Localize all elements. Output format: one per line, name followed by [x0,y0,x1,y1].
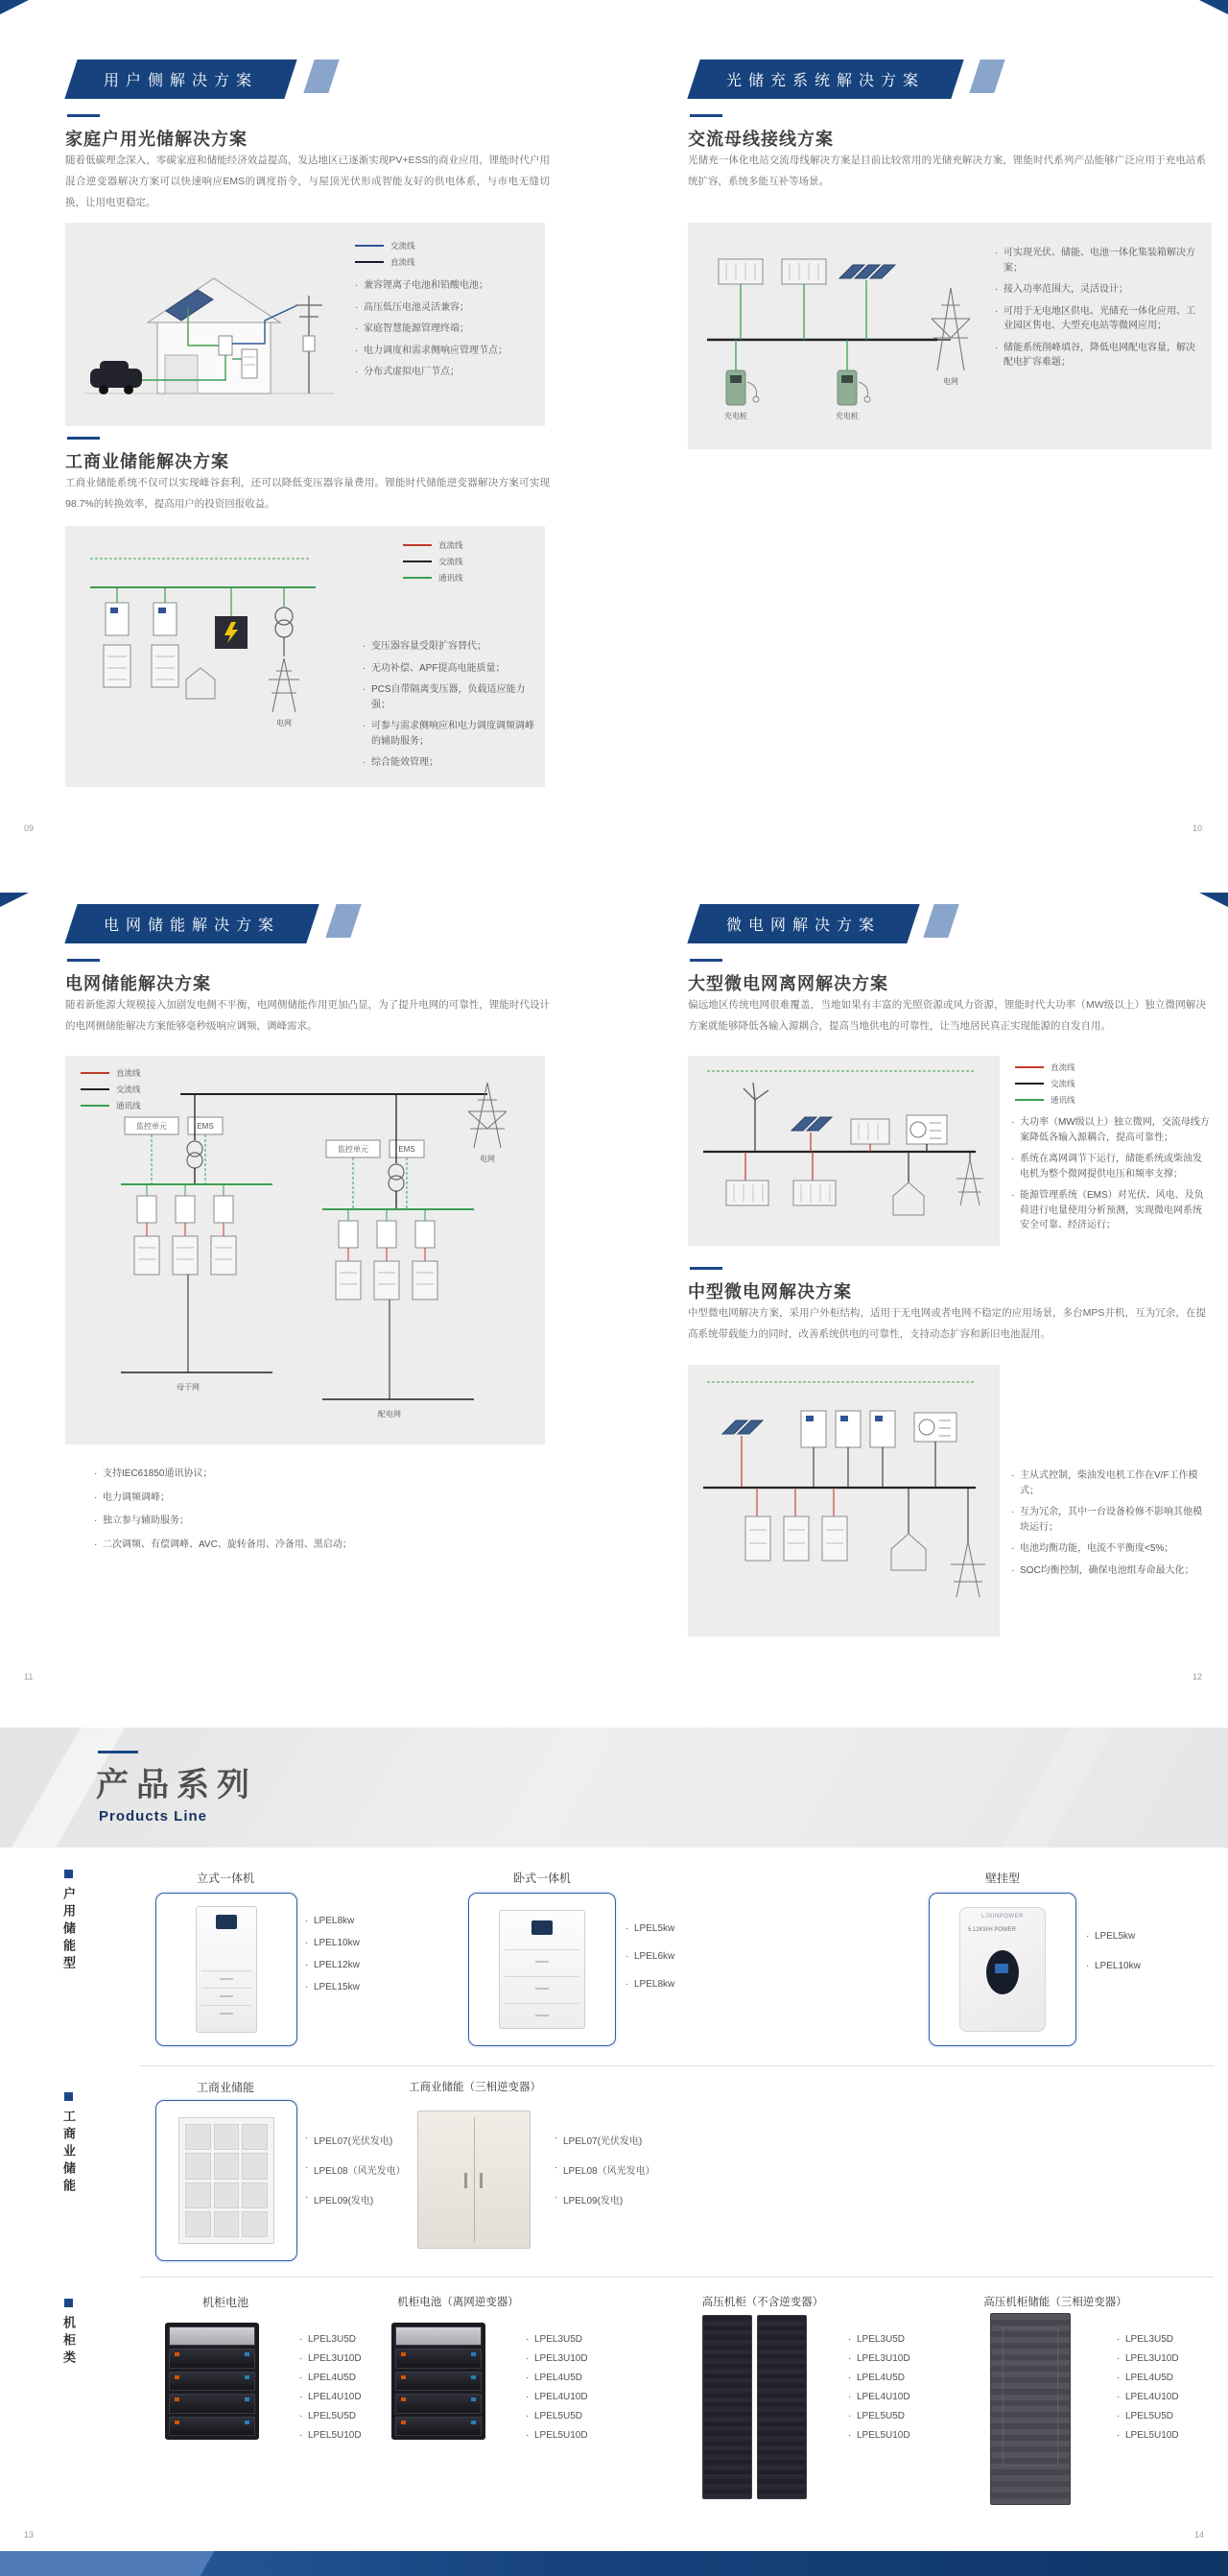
model-item: · LPEL4U10D [848,2392,910,2402]
grid-storage-bullet-list [92,1467,543,1561]
terminal [175,2421,179,2424]
rack-module [395,2349,482,2368]
banner-accent-stripe [303,60,339,93]
device-display [986,1950,1019,1994]
category-home-storage [59,1870,78,1973]
banner-title: 用户侧解决方案 [104,73,259,89]
home-bullet-list [353,278,535,387]
model-item: · LPEL3U10D [299,2353,362,2364]
legend-label: 交流线 [438,557,463,566]
model-item: · LPEL15kw [305,1982,360,1992]
model-item: · LPEL4U5D [299,2373,362,2383]
model-item: · LPEL5U5D [299,2411,362,2421]
rack-module [395,2326,482,2346]
products-header-band [0,1728,1228,1848]
bullet-item: · 变压器容量受限扩容替代； [361,639,538,655]
cni-diagram-legend [403,539,463,588]
ac-bus-bullet-list [993,246,1196,377]
legend-label: 直流线 [438,540,463,550]
grid-label: 电网 [276,719,292,727]
product-image-three-phase-cabinet [407,2100,541,2259]
bullet-item: · 系统在离网调节下运行，储能系统或柴油发电机为整个微网提供电压和频率支撑； [1009,1152,1211,1181]
model-item: · LPEL3U5D [848,2334,910,2345]
ev-charger-label: 充电桩 [724,412,747,420]
product-name: 壁挂型 [984,1872,1020,1885]
cabinet-cell [185,2211,211,2237]
cabinet-cell [242,2153,268,2179]
product-name: 机柜电池（离网逆变器） [397,2297,519,2308]
legend-line-swatch [355,261,384,263]
mid-microgrid-body: 中型微电网解决方案，采用户外柜结构，适用于无电网或者电网不稳定的应用场景，多台MPS并机，互为冗余，在提高系统带载能力的同时，改善系统供电的可靠性，支持动态扩容和新旧电池混用。 [688,1307,1206,1341]
legend-label: 通讯线 [438,573,463,583]
cabinet-cell [214,2124,240,2150]
category-label: 机柜类 [61,2316,76,2368]
model-item: · LPEL5U10D [526,2430,588,2441]
terminal [245,2397,249,2401]
bullet-item: · 独立参与辅助服务； [92,1514,543,1529]
model-item: · LPEL8kw [626,1979,674,1990]
page-number: 09 [24,823,35,833]
rack-module [169,2349,255,2368]
model-list [626,1923,674,2001]
bullet-item: · 接入功率范围大，灵活设计； [993,282,1196,298]
terminal [401,2352,406,2356]
category-label: 户用储能型 [61,1887,76,1973]
ac-bus-diagram-panel [688,223,1212,449]
banner-accent-stripe [325,904,361,938]
ems-label: EMS [398,1145,415,1154]
legend-label: 直流线 [390,257,415,267]
device-screen [216,1915,237,1929]
hv-storage-cabinet [990,2313,1071,2505]
model-item: · LPEL6kw [626,1951,674,1962]
page-number: 12 [1193,1672,1203,1682]
grid-storage-diagram [65,1056,545,1444]
ac-bus-diagram [694,227,981,445]
legend-label: 通讯线 [116,1101,141,1110]
device-seam [201,1970,251,1971]
rack-module [169,2417,255,2436]
device-seam [505,1976,579,1977]
three-phase-storage-cabinet [417,2111,531,2249]
ev-charger-label: 充电桩 [836,412,859,420]
banner-title: 光储充系统解决方案 [726,73,926,89]
category-cni-storage [59,2092,78,2196]
legend-line-swatch [1015,1099,1044,1101]
terminal [401,2375,406,2379]
terminal [245,2352,249,2356]
rack-battery-stack [165,2323,259,2440]
bullet-item: · 可参与需求侧响应和电力调度调频调峰的辅助服务； [361,719,538,749]
terminal [401,2421,406,2424]
cni-solution-body: 工商业储能系统不仅可以实现峰谷套利，还可以降低变压器容量费用。锂能时代储能逆变器解决方案可实现98.7%的转换效率，提高用户的投资回报收益。 [65,477,550,511]
grid-label: 电网 [480,1155,495,1163]
model-item: · LPEL4U5D [1117,2373,1179,2383]
device-seam [201,2005,251,2006]
page-number: 13 [24,2530,35,2540]
model-list [299,2334,362,2449]
model-item: · LPEL5kw [626,1923,674,1934]
model-item: · LPEL4U10D [526,2392,588,2402]
dist-bus-label: 配电网 [378,1410,401,1419]
corner-wedge [0,893,29,907]
bullet-item: · PCS自带隔离变压器，负载适应能力强； [361,682,538,712]
footer-bar [0,2551,1228,2576]
device-brand-text: LJXINPOWER [980,1914,1024,1920]
model-item: · LPEL3U5D [1117,2334,1179,2345]
bullet-item: · 分布式虚拟电厂节点； [353,365,535,380]
home-solution-body: 随着低碳理念深入，零碳家庭和储能经济效益提高，发达地区已逐渐实现PV+ESS的商业应用，锂能时代户用混合逆变器解决方案可以快速响应EMS的调度指令，与屋顶光伏形成智能友好的供电体系，与市电无缝切换，让用电更稳定。 [65,155,550,209]
section-rule [690,959,722,962]
rack-module [395,2372,482,2391]
category-label: 工商业储能 [61,2110,76,2196]
bullet-item: · 兼容锂离子电池和铅酸电池； [353,278,535,294]
model-item: · LPEL09(发电) [305,2192,406,2206]
bullet-item: · 高压低压电池灵活兼容； [353,300,535,316]
legend-label: 通讯线 [1051,1095,1075,1105]
cabinet-door-handle [464,2173,467,2188]
cni-diagram-panel [65,526,545,787]
model-item: · LPEL3U10D [848,2353,910,2364]
ac-bus-title: 交流母线接线方案 [688,130,834,149]
home-pv-diagram [73,228,346,420]
cabinet-door-line [474,2117,475,2242]
cabinet-cell [242,2182,268,2208]
row-divider [139,2065,1214,2066]
cni-storage-diagram [71,534,354,774]
model-item: · LPEL3U10D [1117,2353,1179,2364]
cni-storage-cabinet [178,2117,274,2244]
rack-battery-stack [391,2323,485,2440]
cabinet-cell [214,2211,240,2237]
model-list [848,2334,910,2449]
model-item: · LPEL10kw [305,1938,360,1948]
horizontal-all-in-one-device [499,1910,585,2029]
row-divider [139,2277,1214,2278]
model-item: · LPEL08（风光发电） [555,2162,655,2177]
band-slash-decor [1002,1728,1115,1848]
section-banner-grid-storage [64,904,319,943]
device-mini-screen [995,1964,1008,1973]
section-rule [67,437,100,440]
model-item: · LPEL07(光伏发电) [555,2133,655,2147]
hv-cabinet [702,2315,752,2499]
bullet-item: · 电力调频调峰； [92,1491,543,1506]
device-handle [535,1988,549,1990]
model-item: · LPEL8kw [305,1916,360,1926]
product-name: 立式一体机 [196,1872,254,1885]
bullet-item: · 家庭智慧能源管理终端； [353,322,535,337]
bullet-item: · 储能系统削峰填谷，降低电网配电容量，解决配电扩容难题； [993,341,1196,370]
mid-microgrid-diagram [688,1365,1000,1636]
wall-mounted-device [959,1907,1046,2032]
corner-wedge [1199,893,1228,907]
vertical-all-in-one-device [196,1906,257,2033]
terminal [471,2352,476,2356]
device-handle [220,1995,233,1997]
bullet-item: · 能源管理系统（EMS）对光伏、风电、及负荷进行电量使用分析预测，实现微电网系统安全可靠、经济运行； [1009,1188,1211,1233]
legend-line-swatch [355,245,384,247]
model-item: · LPEL5U5D [1117,2411,1179,2421]
product-image-cni-cabinet [155,2100,297,2261]
model-list [1117,2334,1179,2449]
legend-line-swatch [1015,1083,1044,1085]
model-item: · LPEL5U10D [1117,2430,1179,2441]
section-banner-pv-charging [687,60,963,99]
page-number: 14 [1194,2530,1205,2540]
product-name: 高压机柜储能（三相逆变器） [983,2297,1127,2308]
mid-microgrid-diagram-panel [688,1365,1000,1636]
terminal [245,2421,249,2424]
device-handle [220,1978,233,1980]
bullet-item: · 电力调度和需求侧响应管理节点； [353,344,535,359]
legend-label: 直流线 [1051,1062,1075,1072]
section-banner-user-side [64,60,296,99]
rack-module [169,2394,255,2413]
mid-microgrid-bullet-list [1009,1468,1211,1585]
device-handle [220,2013,233,2015]
corner-wedge [0,0,29,14]
device-handle [535,1961,549,1963]
cabinet-door-handle [480,2173,483,2188]
bullet-item: · 支持IEC61850通讯协议； [92,1467,543,1482]
model-item: · LPEL08（风光发电） [305,2162,406,2177]
banner-title: 微电网解决方案 [726,918,882,934]
large-microgrid-bullet-list [1009,1115,1211,1240]
category-marker [64,1870,73,1878]
bullet-item: · 电池均衡功能，电流不平衡度<5%； [1009,1541,1211,1557]
bullet-item: · SOC均衡控制，确保电池组寿命最大化； [1009,1563,1211,1579]
large-microgrid-diagram [688,1056,1000,1246]
large-microgrid-diagram-panel [688,1056,1000,1246]
product-image-rack-battery-offgrid [391,2323,485,2440]
footer-accent-segment [0,2551,215,2576]
legend-line-swatch [403,577,432,579]
model-list [305,2133,406,2218]
section-rule [67,114,100,117]
rack-module [395,2417,482,2436]
model-item: · LPEL07(光伏发电) [305,2133,406,2147]
monitor-unit-label: 监控单元 [136,1122,167,1131]
product-name: 工商业储能（三相逆变器） [409,2082,541,2093]
corner-wedge [1199,0,1228,14]
terminal [175,2352,179,2356]
model-item: · LPEL4U10D [299,2392,362,2402]
model-item: · LPEL10kw [1086,1961,1141,1971]
legend-label: 交流线 [116,1085,141,1094]
legend-line-swatch [403,561,432,562]
cabinet-cell [185,2124,211,2150]
bullet-item: · 二次调频、有偿调峰、AVC、旋转备用、冷备用、黑启动； [92,1538,543,1553]
section-rule [67,959,100,962]
large-microgrid-legend [1015,1061,1075,1110]
cabinet-cell [185,2182,211,2208]
bullet-item: · 无功补偿、APF提高电能质量； [361,661,538,677]
device-capacity-text: 5.12KWH POWER [968,1927,1017,1933]
grid-label: 电网 [943,377,958,386]
device-screen [531,1920,553,1935]
banner-accent-stripe [923,904,958,938]
rack-module [169,2372,255,2391]
model-list [526,2334,588,2449]
model-item: · LPEL4U5D [848,2373,910,2383]
device-handle [535,2015,549,2016]
page-number: 10 [1193,823,1203,833]
legend-label: 交流线 [1051,1079,1075,1088]
home-diagram-legend [355,240,415,273]
home-diagram-panel [65,223,545,426]
terminal [401,2397,406,2401]
products-title: 产品系列 [96,1767,257,1803]
terminal [471,2375,476,2379]
model-item: · LPEL5U10D [848,2430,910,2441]
terminal [471,2397,476,2401]
cabinet-cell [242,2211,268,2237]
model-item: · LPEL4U5D [526,2373,588,2383]
terminal [471,2421,476,2424]
rack-module [395,2394,482,2413]
device-seam [201,1988,251,1989]
product-name: 高压机柜（不含逆变器） [701,2297,824,2308]
model-item: · LPEL12kw [305,1960,360,1970]
product-name: 卧式一体机 [512,1872,571,1885]
legend-label: 交流线 [390,241,415,250]
hv-cabinet [757,2315,807,2499]
bullet-item: · 互为冗余，其中一台设备检修不影响其他模块运行； [1009,1505,1211,1535]
terminal [175,2397,179,2401]
product-image-hv-storage-cabinet [990,2313,1071,2505]
ac-bus-body: 光储充一体化电站交流母线解决方案是目前比较常用的光储充解决方案，锂能时代系列产品能够广泛应用于充电站系统扩容，系统多能互补等场景。 [688,155,1206,188]
cabinet-cell [214,2153,240,2179]
products-subtitle: Products Line [99,1808,208,1825]
category-marker [64,2299,73,2307]
rack-module [169,2326,255,2346]
monitor-unit-label: 监控单元 [338,1145,368,1154]
banner-accent-stripe [969,60,1004,93]
cabinet-cell [242,2124,268,2150]
product-image-rack-battery [165,2323,259,2440]
ems-label: EMS [197,1122,214,1131]
home-solution-title: 家庭户用光储解决方案 [65,130,248,149]
model-item: · LPEL4U10D [1117,2392,1179,2402]
products-title-rule [98,1751,138,1753]
product-name: 工商业储能 [196,2081,254,2094]
large-microgrid-title: 大型微电网离网解决方案 [688,974,888,993]
category-marker [64,2092,73,2101]
legend-line-swatch [1015,1066,1044,1068]
model-item: · LPEL5U10D [299,2430,362,2441]
terminal [245,2375,249,2379]
bullet-item: · 可实现光伏、储能、电池一体化集装箱解决方案； [993,246,1196,275]
section-rule [690,1267,722,1270]
product-image-wall-mount [929,1893,1076,2046]
model-item: · LPEL09(发电) [555,2192,655,2206]
section-banner-microgrid [687,904,919,943]
model-item: · LPEL3U5D [526,2334,588,2345]
bullet-item: · 综合能效管理； [361,755,538,771]
cni-solution-title: 工商业储能解决方案 [65,452,229,471]
cni-bullet-list [361,639,538,777]
grid-storage-body: 随着新能源大规模接入加剧发电侧不平衡，电网侧储能作用更加凸显，为了提升电网的可靠性，锂能时代设计的电网侧储能解决方案能够毫秒级响应调频，调峰需求。 [65,999,550,1033]
device-seam [505,2003,579,2004]
bullet-item: · 可用于无电地区供电、光储充一体化应用、工业园区售电、大型充电站等微网应用； [993,304,1196,334]
model-item: · LPEL5kw [1086,1931,1141,1942]
model-item: · LPEL3U10D [526,2353,588,2364]
product-image-vertical-unit [155,1893,297,2046]
main-bus-label: 母干网 [177,1383,200,1392]
product-image-hv-cabinet [702,2315,807,2499]
mid-microgrid-title: 中型微电网解决方案 [688,1282,852,1301]
cabinet-cell [185,2153,211,2179]
model-item: · LPEL5U5D [848,2411,910,2421]
section-rule [690,114,722,117]
large-microgrid-body: 偏远地区传统电网很难覆盖，当地如果有丰富的光照资源或风力资源，锂能时代大功率（MW级以上）独立微网解决方案就能够降低各输入源耦合，提高当地供电的可靠性，让当地居民真正实现能源的自发自用。 [688,999,1206,1033]
device-seam [505,1949,579,1950]
model-list [1086,1931,1141,1983]
terminal [175,2375,179,2379]
bullet-item: · 主从式控制，柴油发电机工作在V/F工作模式； [1009,1468,1211,1498]
product-image-horizontal-unit [468,1893,616,2046]
legend-line-swatch [403,544,432,546]
model-item: · LPEL5U5D [526,2411,588,2421]
model-list [555,2133,655,2218]
cabinet-cell [214,2182,240,2208]
product-name: 机柜电池 [201,2296,248,2309]
cabinet-vent [1003,2327,1058,2466]
model-item: · LPEL3U5D [299,2334,362,2345]
banner-title: 电网储能解决方案 [104,918,281,934]
category-rack-type [59,2299,78,2368]
page-number: 11 [24,1672,34,1682]
legend-label: 直流线 [116,1068,141,1078]
grid-storage-title: 电网储能解决方案 [65,974,211,993]
grid-storage-diagram-panel [65,1056,545,1444]
bullet-item: · 大功率（MW级以上）独立微网，交流母线方案降低各输入源耦合，提高可靠性； [1009,1115,1211,1145]
model-list [305,1916,360,2004]
